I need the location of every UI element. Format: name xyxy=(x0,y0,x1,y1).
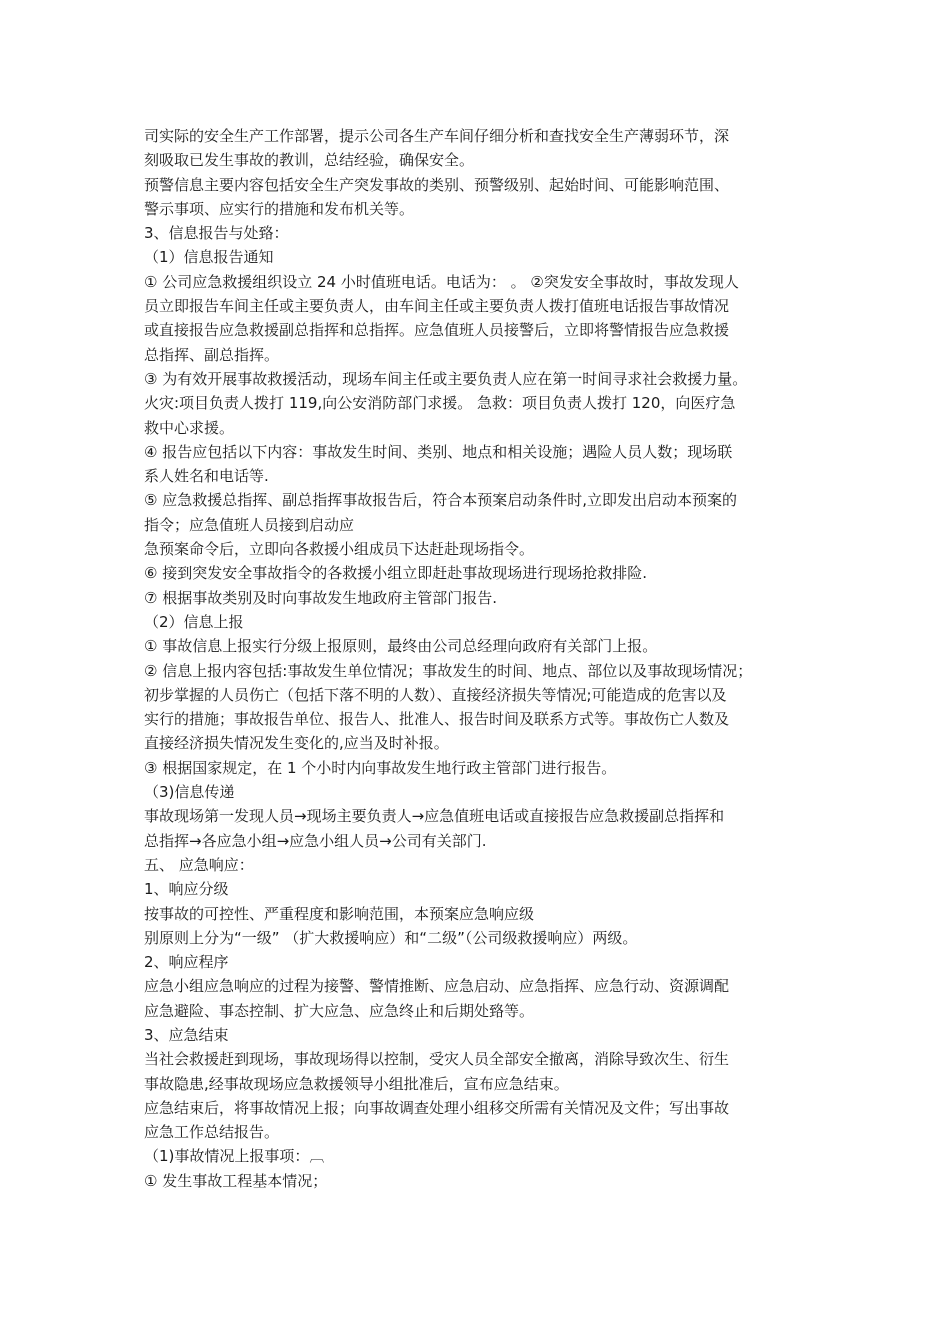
text-line: ③ 为有效开展事故救援活动，现场车间主任或主要负责人应在第一时间寻求社会救援力量。 xyxy=(144,369,748,388)
text-line: ⑥ 接到突发安全事故指令的各救援小组立即赶赴事故现场进行现场抢救排险. xyxy=(144,564,647,583)
text-line: 或直接报告应急救援副总指挥和总指挥。应急值班人员接警后，立即将警情报告应急救援 xyxy=(144,321,730,340)
text-line: 事故隐患,经事故现场应急救援领导小组批准后，宣布应急结束。 xyxy=(144,1074,569,1093)
text-line: 别原则上分为“一级” （扩大救援响应）和“二级”（公司级救援响应）两级。 xyxy=(144,928,638,947)
text-line: ① 公司应急救援组织设立 24 小时值班电话。电话为： 。 ②突发安全事故时，事故发现人 xyxy=(144,272,739,291)
section-heading: 1、响应分级 xyxy=(144,880,229,899)
text-line: 应急避险、事态控制、扩大应急、应急终止和后期处臵等。 xyxy=(144,1001,535,1020)
text-line: ⑤ 应急救援总指挥、副总指挥事故报告后，符合本预案启动条件时,立即发出启动本预案的 xyxy=(144,491,737,510)
text-line: 应急小组应急响应的过程为接警、警情推断、应急启动、应急指挥、应急行动、资源调配 xyxy=(144,977,730,996)
text-line: 初步掌握的人员伤亡（包括下落不明的人数）、直接经济损失等情况;可能造成的危害以及 xyxy=(144,685,727,704)
text-line: 直接经济损失情况发生变化的,应当及时补报。 xyxy=(144,734,449,753)
text-line: 事故现场第一发现人员→现场主要负责人→应急值班电话或直接报告应急救援副总指挥和 xyxy=(144,807,725,826)
section-heading: 2、响应程序 xyxy=(144,953,229,972)
text-line: 刻吸取已发生事故的教训，总结经验，确保安全。 xyxy=(144,151,475,170)
section-heading: 3、应急结束 xyxy=(144,1025,229,1044)
text-line: 应急结束后，将事故情况上报；向事故调查处理小组移交所需有关情况及文件；写出事故 xyxy=(144,1098,730,1117)
subsection-heading: （1)事故情况上报事项：︹ xyxy=(144,1147,325,1166)
text-line: 总指挥、副总指挥。 xyxy=(144,345,280,364)
text-line: ① 发生事故工程基本情况； xyxy=(144,1171,328,1190)
text-line: 救中心求援。 xyxy=(144,418,235,437)
section-heading: 3、信息报告与处臵： xyxy=(144,224,289,243)
text-line: 实行的措施；事故报告单位、报告人、批准人、报告时间及联系方式等。事故伤亡人数及 xyxy=(144,710,730,729)
text-line: 总指挥→各应急小组→应急小组人员→公司有关部门. xyxy=(144,831,487,850)
text-line: 预警信息主要内容包括安全生产突发事故的类别、预警级别、起始时间、可能影响范围、 xyxy=(144,175,730,194)
text-line: 急预案命令后，立即向各救援小组成员下达赶赴现场指令。 xyxy=(144,540,535,559)
text-line: ① 事故信息上报实行分级上报原则，最终由公司总经理向政府有关部门上报。 xyxy=(144,637,658,656)
text-line: ③ 根据国家规定，在 1 个小时内向事故发生地行政主管部门进行报告。 xyxy=(144,758,617,777)
text-line: ④ 报告应包括以下内容：事故发生时间、类别、地点和相关设施；遇险人员人数；现场联 xyxy=(144,442,733,461)
text-line: 司实际的安全生产工作部署，提示公司各生产车间仔细分析和查找安全生产薄弱环节，深 xyxy=(144,127,730,145)
document-body xyxy=(144,124,812,1193)
text-line: 员立即报告车间主任或主要负责人，由车间主任或主要负责人拨打值班电话报告事故情况 xyxy=(144,297,730,316)
text-line: 系人姓名和电话等. xyxy=(144,467,269,486)
text-line: 按事故的可控性、严重程度和影响范围，本预案应急响应级 xyxy=(144,904,535,923)
text-line: 警示事项、应实行的措施和发布机关等。 xyxy=(144,199,415,218)
text-line: 指令；应急值班人员接到启动应 xyxy=(144,515,355,534)
text-line: ② 信息上报内容包括:事故发生单位情况；事故发生的时间、地点、部位以及事故现场情况； xyxy=(144,661,753,680)
text-line: 火灾:项目负责人拨打 119,向公安消防部门求援。 急救：项目负责人拨打 120，向医疗急 xyxy=(144,394,736,413)
section-heading: 五、 应急响应： xyxy=(144,855,254,874)
text-line: 应急工作总结报告。 xyxy=(144,1123,280,1142)
text-line: ⑦ 根据事故类别及时向事故发生地政府主管部门报告. xyxy=(144,588,497,607)
subsection-heading: （2）信息上报 xyxy=(144,612,244,631)
subsection-heading: （3)信息传递 xyxy=(144,783,235,802)
text-line: 当社会救援赶到现场，事故现场得以控制，受灾人员全部安全撤离，消除导致次生、衍生 xyxy=(144,1050,730,1069)
subsection-heading: （1）信息报告通知 xyxy=(144,248,274,267)
